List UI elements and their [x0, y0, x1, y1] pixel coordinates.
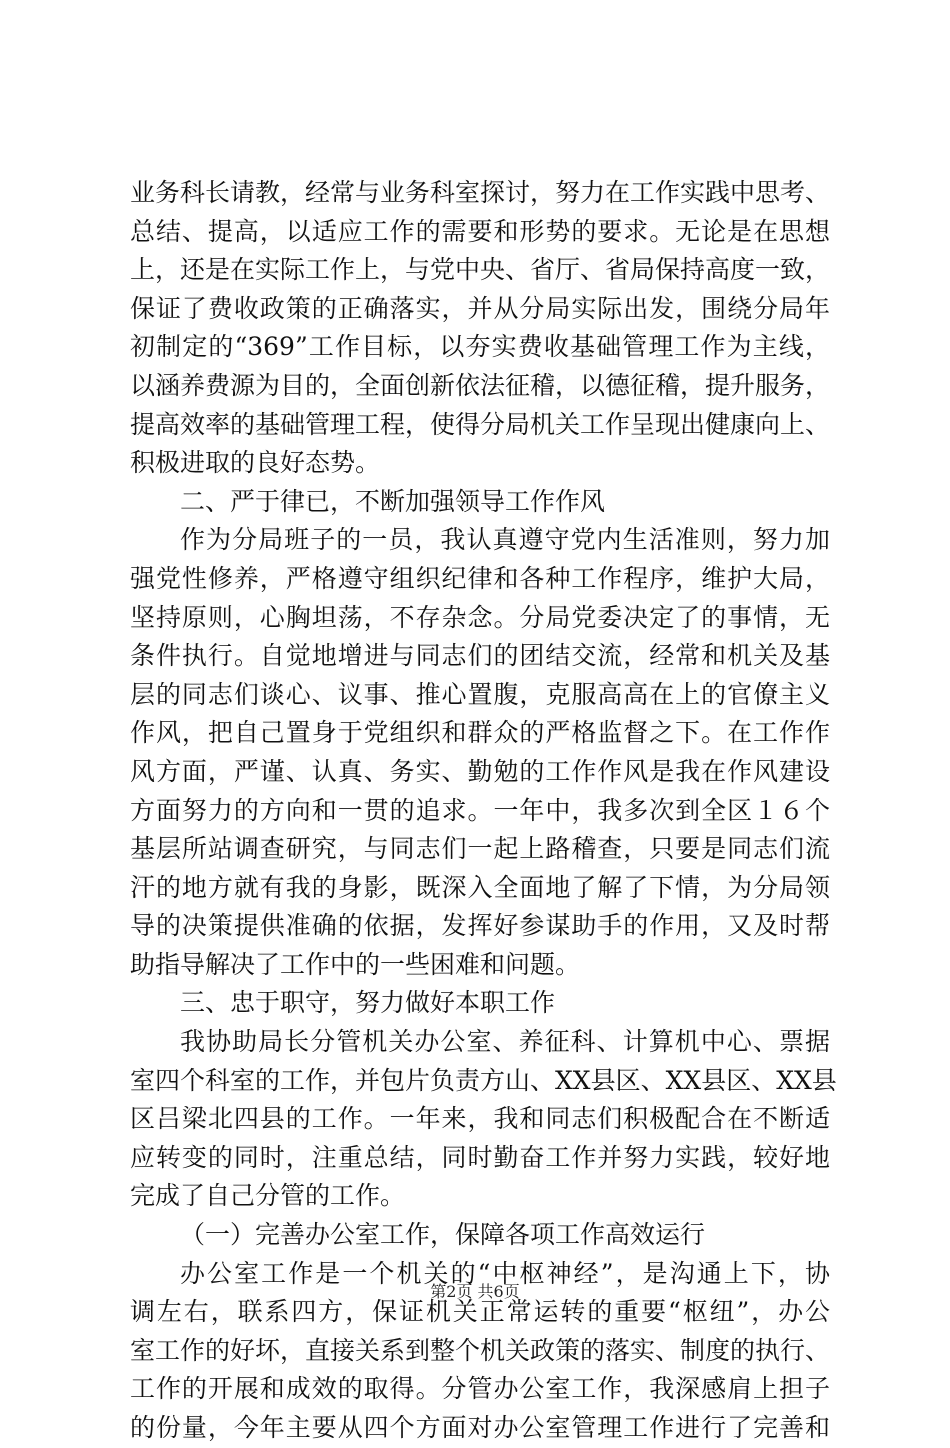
text-line: 室工作的好坏，直接关系到整个机关政策的落实、制度的执行、 — [130, 1335, 831, 1365]
text-line: 完成了自己分管的工作。 — [130, 1181, 406, 1211]
document-body — [130, 174, 837, 1448]
text-line: 调左右，联系四方，保证机关正常运转的重要“枢纽”，办公 — [130, 1297, 830, 1327]
text-line: 三、忠于职守，努力做好本职工作 — [180, 988, 556, 1018]
text-line: 坚持原则，心胸坦荡，不存杂念。分局党委决定了的事情，无 — [130, 602, 830, 632]
text-line: 强党性修养，严格遵守组织纪律和各种工作程序，维护大局， — [130, 563, 830, 593]
text-line: 以涵养费源为目的，全面创新依法征稽，以德征稽，提升服务， — [130, 370, 831, 400]
text-line: 导的决策提供准确的依据，发挥好参谋助手的作用，又及时帮 — [130, 911, 830, 941]
text-line: （一）完善办公室工作，保障各项工作高效运行 — [180, 1220, 706, 1250]
text-line: 我协助局长分管机关办公室、养征科、计算机中心、票据 — [180, 1027, 830, 1057]
text-line: 积极进取的良好态势。 — [130, 448, 381, 478]
text-line: 二、严于律已，不断加强领导工作作风 — [180, 486, 606, 516]
text-line: 提高效率的基础管理工程，使得分局机关工作呈现出健康向上、 — [130, 409, 831, 439]
text-line: 风方面，严谨、认真、务实、勤勉的工作作风是我在作风建设 — [130, 756, 830, 786]
text-line: 总结、提高，以适应工作的需要和形势的要求。无论是在思想 — [130, 216, 830, 246]
text-line: 方面努力的方向和一贯的追求。一年中，我多次到全区１６个 — [130, 795, 830, 825]
text-line: 基层所站调查研究，与同志们一起上路稽查，只要是同志们流 — [130, 834, 830, 864]
text-line: 条件执行。自觉地增进与同志们的团结交流，经常和机关及基 — [130, 641, 830, 671]
text-line: 作风，把自己置身于党组织和群众的严格监督之下。在工作作 — [130, 718, 830, 748]
text-line: 汗的地方就有我的身影，既深入全面地了解了下情，为分局领 — [130, 872, 830, 902]
text-line: 层的同志们谈心、议事、推心置腹，克服高高在上的官僚主义 — [130, 679, 830, 709]
text-line: 保证了费收政策的正确落实，并从分局实际出发，围绕分局年 — [130, 293, 830, 323]
text-line: 作为分局班子的一员，我认真遵守党内生活准则，努力加 — [180, 525, 830, 555]
text-line: 办公室工作是一个机关的“中枢神经”，是沟通上下，协 — [180, 1258, 830, 1288]
text-line: 的份量，今年主要从四个方面对办公室管理工作进行了完善和 — [130, 1413, 830, 1442]
text-line: 初制定的“369”工作目标，以夯实费收基础管理工作为主线， — [130, 332, 830, 362]
text-line: 应转变的同时，注重总结，同时勤奋工作并努力实践，较好地 — [130, 1142, 830, 1172]
text-line: 区吕梁北四县的工作。一年来，我和同志们积极配合在不断适 — [130, 1104, 830, 1134]
text-line: 助指导解决了工作中的一些困难和问题。 — [130, 949, 581, 979]
page-footer: 第2页 共6页 — [430, 1282, 520, 1301]
text-line: 上，还是在实际工作上，与党中央、省厅、省局保持高度一致， — [130, 255, 831, 285]
text-line: 业务科长请教，经常与业务科室探讨，努力在工作实践中思考、 — [130, 178, 831, 207]
text-line: 室四个科室的工作，并包片负责方山、XX县区、XX县区、XX县 — [130, 1065, 837, 1095]
text-line: 工作的开展和成效的取得。分管办公室工作，我深感肩上担子 — [130, 1374, 830, 1404]
